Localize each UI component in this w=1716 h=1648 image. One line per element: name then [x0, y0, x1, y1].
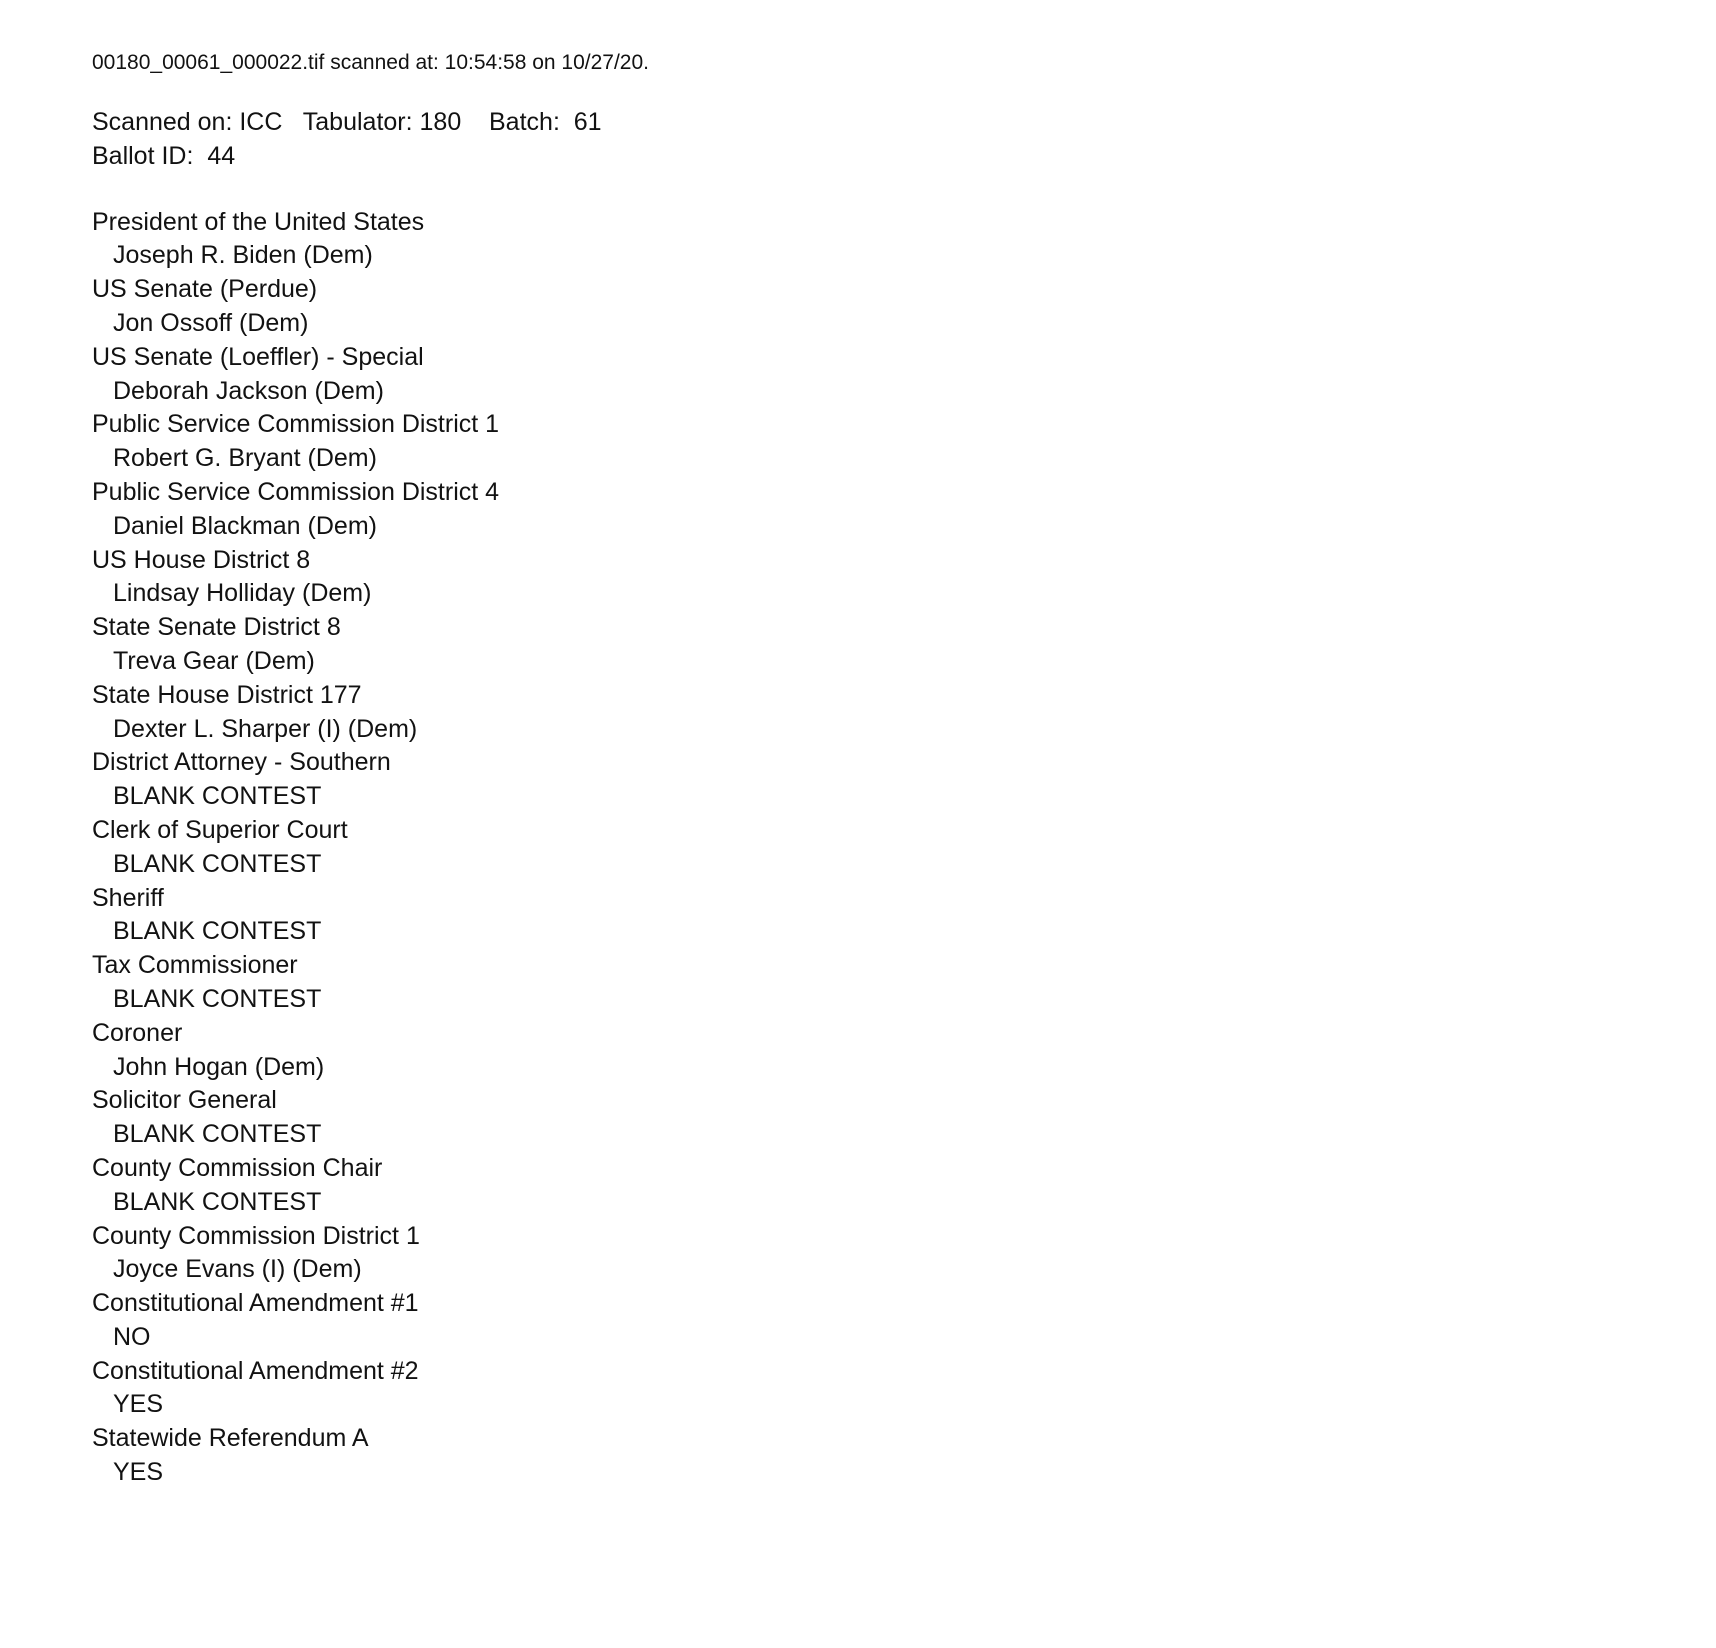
contest-selection: Treva Gear (Dem) [113, 646, 315, 675]
contest-selection: YES [113, 1458, 164, 1487]
contest-selection: YES [113, 1390, 164, 1419]
contest-title: County Commission Chair [92, 1153, 383, 1182]
contest-block [92, 206, 1656, 274]
contest-block [92, 1220, 1656, 1288]
contest-selection: John Hogan (Dem) [113, 1052, 325, 1081]
contest-title: Sheriff [92, 883, 164, 912]
contest-block [92, 408, 1656, 476]
contest-block [92, 1422, 1656, 1490]
contest-title: Constitutional Amendment #2 [92, 1356, 419, 1385]
contest-title: District Attorney - Southern [92, 748, 391, 777]
ballot-id-line: Ballot ID: 44 [92, 141, 236, 170]
contest-selection: Robert G. Bryant (Dem) [113, 444, 377, 473]
contest-title: Clerk of Superior Court [92, 815, 348, 844]
contest-selection: Lindsay Holliday (Dem) [113, 579, 372, 608]
contest-selection: Jon Ossoff (Dem) [113, 308, 309, 337]
scan-info-line: Scanned on: ICC Tabulator: 180 Batch: 61 [92, 108, 602, 136]
contest-selection: BLANK CONTEST [113, 849, 322, 878]
contest-block [92, 882, 1656, 950]
contest-block [92, 1084, 1656, 1152]
contest-selection: Joseph R. Biden (Dem) [113, 241, 373, 270]
contest-title: President of the United States [92, 207, 425, 236]
filename-line: 00180_00061_000022.tif scanned at: 10:54:58 on 10/27/20. [92, 51, 649, 74]
contest-selection: BLANK CONTEST [113, 984, 322, 1013]
contest-block [92, 949, 1656, 1017]
contest-title: Public Service Commission District 4 [92, 477, 500, 506]
contest-title: State Senate District 8 [92, 613, 341, 642]
contest-block [92, 1152, 1656, 1220]
contest-selection: BLANK CONTEST [113, 1120, 322, 1149]
blank-line [92, 174, 1656, 206]
contest-block [92, 611, 1656, 679]
contest-title: County Commission District 1 [92, 1221, 420, 1250]
contest-block [92, 1287, 1656, 1355]
contest-title: Coroner [92, 1018, 183, 1047]
contest-title: Tax Commissioner [92, 951, 298, 980]
contest-title: US House District 8 [92, 545, 311, 574]
contest-title: Solicitor General [92, 1086, 277, 1115]
contest-block [92, 544, 1656, 612]
contest-block [92, 1017, 1656, 1085]
contest-selection: Joyce Evans (I) (Dem) [113, 1255, 362, 1284]
contest-block [92, 476, 1656, 544]
contest-selection: BLANK CONTEST [113, 782, 322, 811]
contest-block [92, 341, 1656, 409]
contest-block [92, 1355, 1656, 1423]
contest-block [92, 746, 1656, 814]
contest-selection: Daniel Blackman (Dem) [113, 511, 377, 540]
contest-selection: BLANK CONTEST [113, 1187, 322, 1216]
contest-block [92, 273, 1656, 341]
contest-block [92, 814, 1656, 882]
contest-selection: BLANK CONTEST [113, 917, 322, 946]
contest-block [92, 679, 1656, 747]
contest-title: US Senate (Perdue) [92, 275, 318, 304]
blank-line [92, 78, 1656, 106]
contest-selection: NO [113, 1322, 151, 1351]
contest-selection: Dexter L. Sharper (I) (Dem) [113, 714, 418, 743]
contest-title: Public Service Commission District 1 [92, 410, 500, 439]
contest-title: Constitutional Amendment #1 [92, 1289, 419, 1318]
contest-selection: Deborah Jackson (Dem) [113, 376, 384, 405]
contest-title: US Senate (Loeffler) - Special [92, 342, 424, 371]
contest-title: Statewide Referendum A [92, 1424, 369, 1453]
contest-title: State House District 177 [92, 680, 362, 709]
